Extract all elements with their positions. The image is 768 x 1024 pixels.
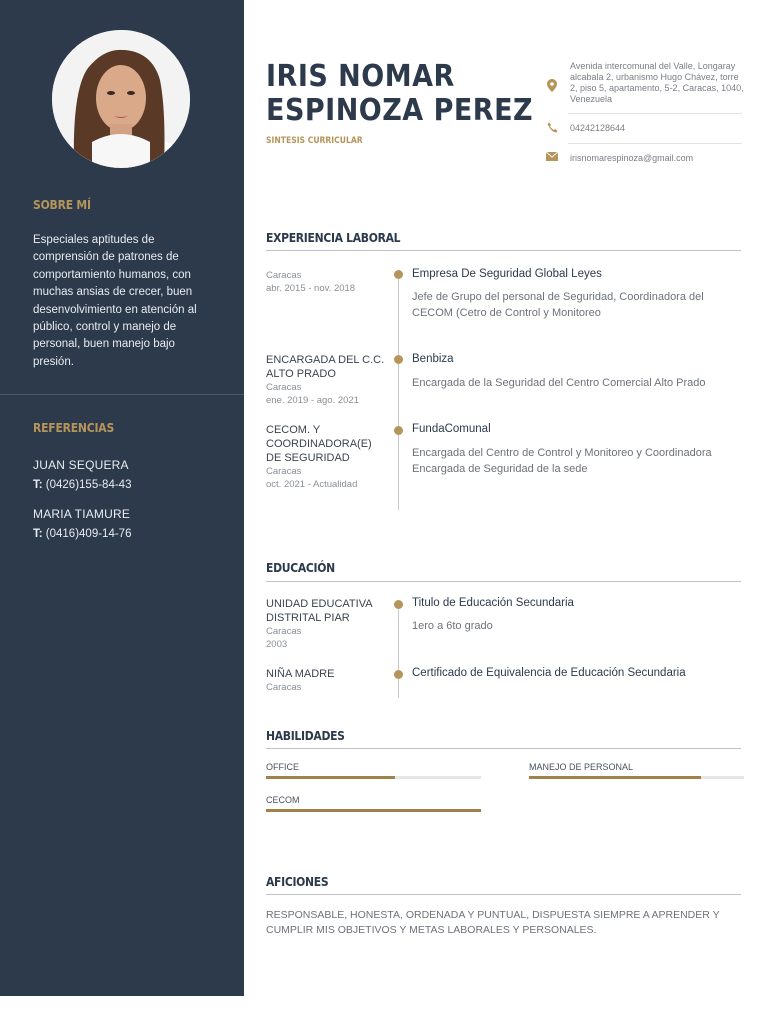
section-divider <box>266 250 741 251</box>
sidebar-divider <box>0 394 244 395</box>
skill-name: CECOM <box>266 795 300 805</box>
profile-photo <box>52 30 190 168</box>
skills-title: HABILIDADES <box>266 729 345 743</box>
timeline-dot <box>394 600 403 609</box>
skill-name: MANEJO DE PERSONAL <box>529 762 634 772</box>
experience-timeline <box>398 272 399 510</box>
experience-meta: Caracas abr. 2015 - nov. 2018 <box>266 270 356 294</box>
envelope-icon <box>544 152 560 164</box>
map-pin-icon <box>544 79 560 95</box>
contact-address: Avenida intercomunal del Valle, Longaray alcabala 2, urbanismo Hugo Chávez, torre 2, piso 5, apartamento, 5-2, Caracas, 1040, Venezuela <box>544 61 744 113</box>
subtitle: SINTESIS CURRICULAR <box>266 136 363 146</box>
experience-org: FundaComunal <box>412 423 491 435</box>
timeline-dot <box>394 270 403 279</box>
reference-phone: T: (0426)155-84-43 <box>33 479 132 491</box>
experience-title: EXPERIENCIA LABORAL <box>266 231 401 245</box>
experience-desc: Encargada de la Seguridad del Centro Comercial Alto Prado <box>412 377 706 389</box>
skill-name: OFFICE <box>266 762 299 772</box>
experience-meta: CECOM. Y COORDINADORA(E) DE SEGURIDAD Caracas oct. 2021 - Actualidad <box>266 424 372 490</box>
experience-org: Empresa De Seguridad Global Leyes <box>412 268 602 280</box>
experience-desc: Encargada del Centro de Control y Monitoreo y Coordinadora Encargada de Seguridad de la sede <box>412 447 712 475</box>
education-meta: NIÑA MADRE Caracas <box>266 668 335 693</box>
skill-bar <box>266 776 481 779</box>
section-divider <box>266 748 741 749</box>
sidebar <box>0 0 244 996</box>
education-desc: 1ero a 6to grado <box>412 620 493 632</box>
experience-meta: ENCARGADA DEL C.C. ALTO PRADO Caracas ene. 2019 - ago. 2021 <box>266 354 385 406</box>
hobbies-title: AFICIONES <box>266 875 329 889</box>
contact-divider <box>568 143 742 144</box>
education-meta: UNIDAD EDUCATIVA DISTRITAL PIAR Caracas 2003 <box>266 598 372 650</box>
skill-bar <box>529 776 744 779</box>
experience-desc: Jefe de Grupo del personal de Seguridad, Coordinadora del CECOM (Cetro de Control y Monitoreo <box>412 291 704 319</box>
phone-icon <box>544 122 560 136</box>
education-timeline <box>398 602 399 698</box>
hobbies-text: RESPONSABLE, HONESTA, ORDENADA Y PUNTUAL, DISPUESTA SIEMPRE A APRENDER Y CUMPLIR MIS OBJETIVOS Y METAS LABORALES Y PERSONALES. <box>266 909 720 936</box>
reference-name: MARIA TIAMURE <box>33 507 131 521</box>
contact-phone: 04242128644 <box>544 122 744 136</box>
reference-name: JUAN SEQUERA <box>33 458 129 472</box>
section-divider <box>266 581 741 582</box>
experience-org: Benbiza <box>412 353 454 365</box>
education-degree: Certificado de Equivalencia de Educación Secundaria <box>412 667 686 679</box>
candidate-name: IRIS NOMAR ESPINOZA PEREZ <box>266 59 534 128</box>
references-title: REFERENCIAS <box>33 421 115 435</box>
contact-email: irisnomarespinoza@gmail.com <box>544 152 744 166</box>
education-degree: Titulo de Educación Secundaria <box>412 597 574 609</box>
about-title: SOBRE MÍ <box>33 198 91 212</box>
about-text: Especiales aptitudes de comprensión de patrones de comportamiento humanos, con muchas ansias de crecer, buen desenvolvimiento en atención al público, control y manejo de personal, buen manejo bajo presión. <box>33 234 197 368</box>
reference-phone: T: (0416)409-14-76 <box>33 528 132 540</box>
contact-divider <box>568 113 742 114</box>
education-title: EDUCACIÓN <box>266 561 335 575</box>
timeline-dot <box>394 426 403 435</box>
section-divider <box>266 894 741 895</box>
skill-bar <box>266 809 481 812</box>
timeline-dot <box>394 355 403 364</box>
timeline-dot <box>394 670 403 679</box>
